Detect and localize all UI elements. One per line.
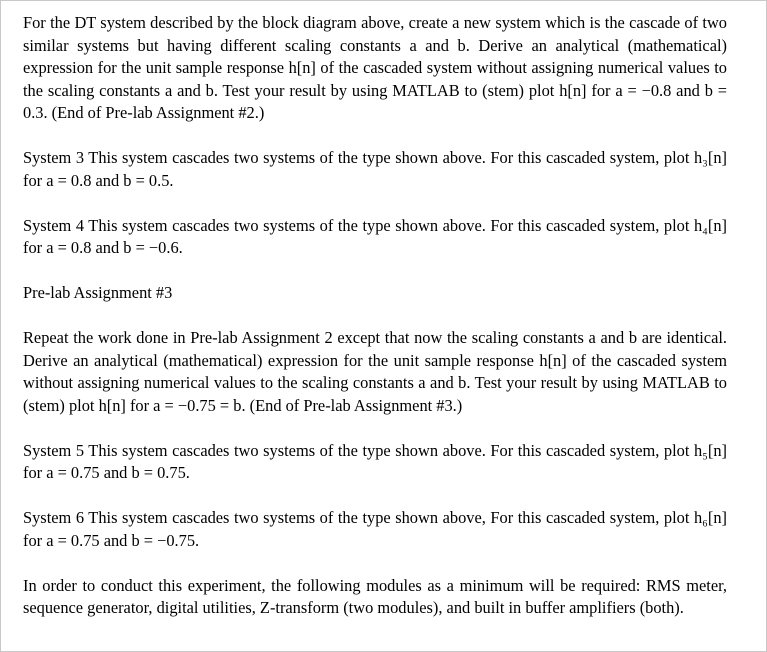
- document-body: [23, 12, 727, 620]
- system-3-paragraph: System 3 This system cascades two systems of the type shown above. For this cascaded system, plot h₃[n] for a = 0.8 and b = 0.5.: [23, 148, 727, 190]
- system-4-paragraph: System 4 This system cascades two systems of the type shown above. For this cascaded system, plot h₄[n] for a = 0.8 and b = −0.6.: [23, 215, 727, 257]
- prelab3-heading: Pre-lab Assignment #3: [23, 283, 173, 302]
- prelab2-description-paragraph: For the DT system described by the block diagram above, create a new system which is the cascade of two similar systems but having different scaling constants a and b. Derive an analytical (mathematical) expression for the unit sample response h[n] of the cascaded system without assigning numerical values to the scaling constants a and b. Test your result by using MATLAB to (stem) plot h[n] for a = −0.8 and b = 0.3. (End of Pre-lab Assignment #2.): [23, 13, 727, 122]
- system-5-paragraph: System 5 This system cascades two systems of the type shown above. For this cascaded system, plot h₅[n] for a = 0.75 and b = 0.75.: [23, 440, 727, 482]
- system-6-paragraph: System 6 This system cascades two systems of the type shown above, For this cascaded system, plot h₆[n] for a = 0.75 and b = −0.75.: [23, 508, 727, 550]
- prelab3-description-paragraph: Repeat the work done in Pre-lab Assignment 2 except that now the scaling constants a and b are identical. Derive an analytical (mathematical) expression for the unit sample response h[n] of the cascaded system without assigning numerical values to the scaling constants a and b. Test your result by using MATLAB to (stem) plot h[n] for a = −0.75 = b. (End of Pre-lab Assignment #3.): [23, 328, 727, 415]
- modules-required-paragraph: In order to conduct this experiment, the following modules as a minimum will be required: RMS meter, sequence generator, digital utilities, Z-transform (two modules), and built in buffer amplifiers (both).: [23, 575, 727, 617]
